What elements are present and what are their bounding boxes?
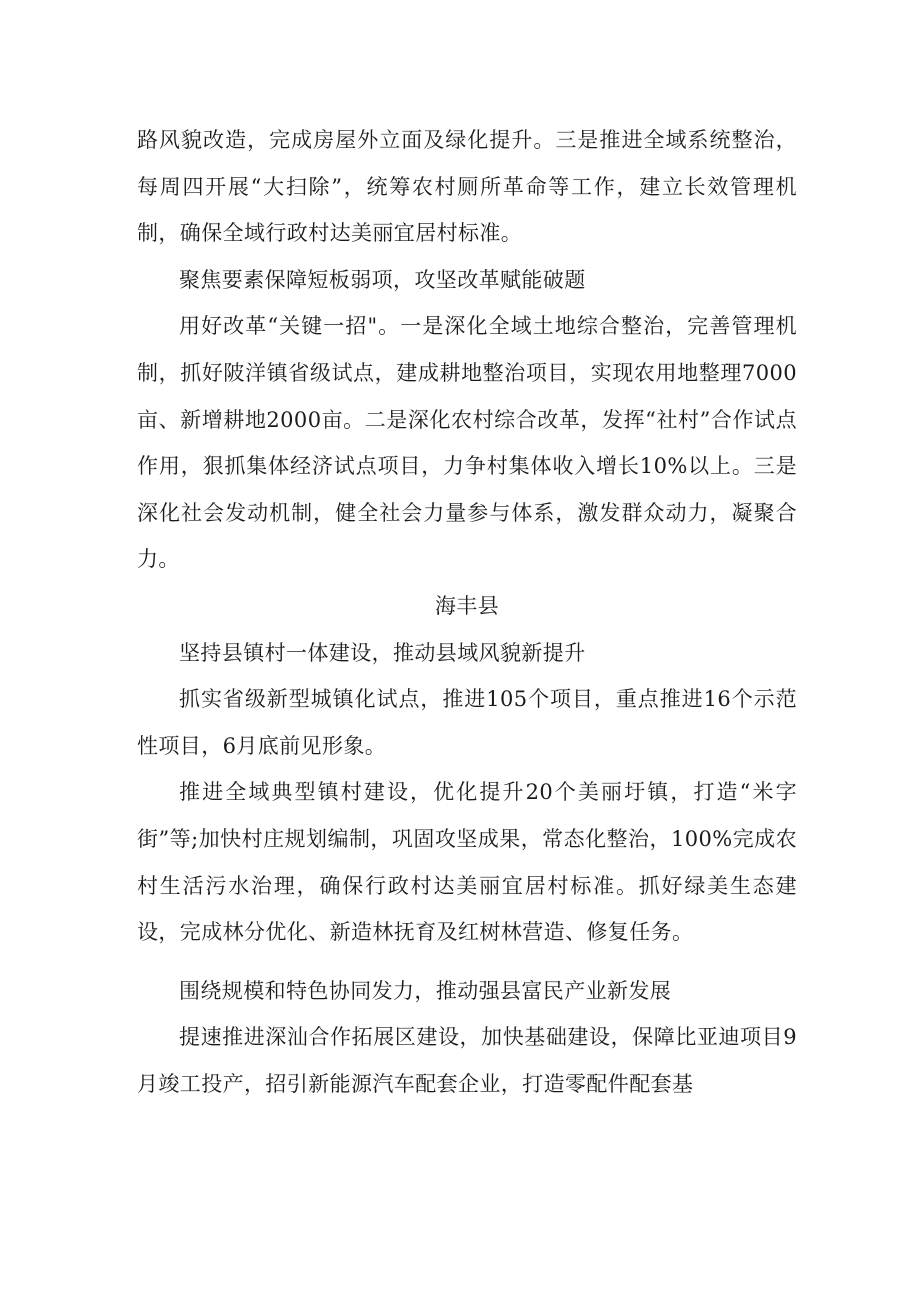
paragraph-urbanization: 抓实省级新型城镇化试点，推进105个项目，重点推进16个示范性项目，6月底前见形象。	[137, 687, 797, 758]
paragraph-shenshan-cooperation: 提速推进深汕合作拓展区建设，加快基础建设，保障比亚迪项目9月竣工投产，招引新能源汽车配套企业，打造零配件配套基	[137, 1025, 797, 1096]
spacer	[137, 956, 797, 968]
paragraph-village-construction: 推进全域典型镇村建设，优化提升20个美丽圩镇，打造“米字街”等;加快村庄规划编制，巩固攻坚成果，常态化整治，100%完成农村生活污水治理，确保行政村达美丽宜居村标准。抓好绿美生态建设，完成林分优化、新造林抚育及红树林营造、修复任务。	[137, 780, 797, 945]
section-heading-industry: 围绕规模和特色协同发力，推动强县富民产业新发展	[179, 978, 672, 1003]
county-title: 海丰县	[434, 593, 500, 618]
document-body	[137, 117, 797, 1107]
paragraph-reform: 用好改革“关键一招"。一是深化全域土地综合整治，完善管理机制，抓好陂洋镇省级试点，建成耕地整治项目，实现农用地整理7000亩、新增耕地2000亩。二是深化农村综合改革，发挥“社村”合作试点作用，狠抓集体经济试点项目，力争村集体收入增长10%以上。三是深化社会发动机制，健全社会力量参与体系，激发群众动力，凝聚合力。	[137, 314, 797, 572]
paragraph-continued: 路风貌改造，完成房屋外立面及绿化提升。三是推进全域系统整治，每周四开展“大扫除”，统筹农村厕所革命等工作，建立长效管理机制，确保全域行政村达美丽宜居村标准。	[137, 128, 797, 246]
section-heading-integration: 坚持县镇村一体建设，推动县域风貌新提升	[179, 640, 586, 665]
section-heading-reform: 聚焦要素保障短板弱项，攻坚改革赋能破题	[179, 267, 586, 292]
